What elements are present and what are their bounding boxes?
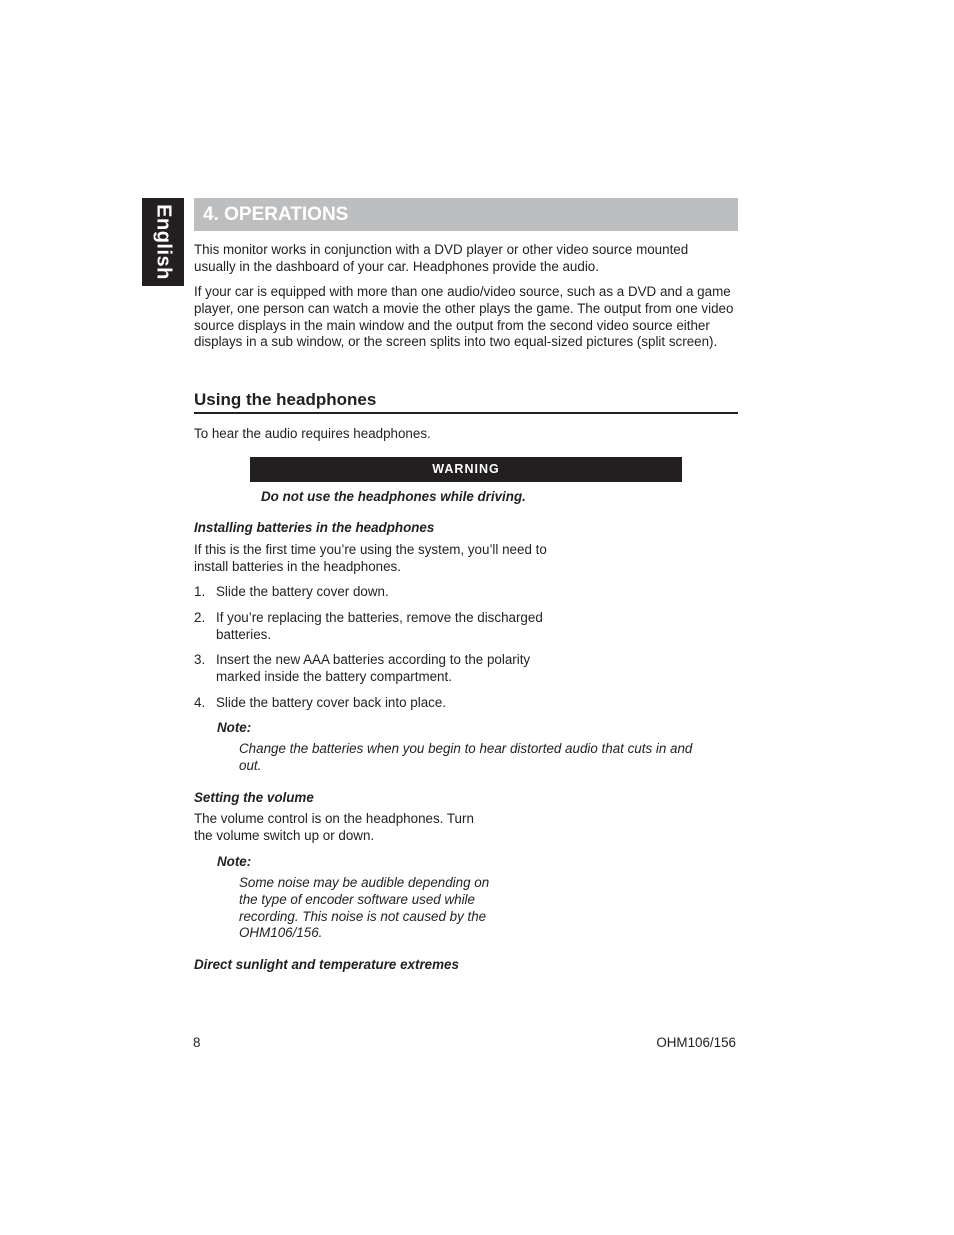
language-tab (142, 198, 184, 286)
list-item-text: Insert the new AAA batteries according to the polarity marked inside the battery compartment. (216, 652, 531, 684)
list-item-number: 4. (194, 695, 206, 710)
section-title: 4. OPERATIONS (203, 204, 349, 225)
section-header (194, 198, 738, 231)
volume-note-label: Note: (217, 854, 252, 869)
install-note-label: Note: (217, 720, 252, 735)
install-note-text: Change the batteries when you begin to hear distorted audio that cuts in and out. (239, 741, 693, 773)
intro-paragraph-1: This monitor works in conjunction with a DVD player or other video source mounted usually in the dashboard of your car. Headphones provide the audio. (194, 242, 689, 274)
warning-text: Do not use the headphones while driving. (261, 489, 526, 504)
volume-text: The volume control is on the headphones. Turn the volume switch up or down. (194, 811, 474, 843)
list-item-text: Slide the battery cover back into place. (216, 695, 447, 710)
install-heading: Installing batteries in the headphones (194, 520, 435, 535)
list-item-number: 3. (194, 652, 206, 667)
warning-banner (250, 457, 682, 482)
list-item-number: 1. (194, 584, 206, 599)
list-item-text: If you’re replacing the batteries, remove the discharged batteries. (216, 610, 543, 642)
headphones-intro: To hear the audio requires headphones. (194, 426, 431, 441)
language-tab-label: English (152, 204, 175, 280)
volume-heading: Setting the volume (194, 790, 314, 805)
subsection-title: Using the headphones (194, 390, 377, 409)
sunlight-heading: Direct sunlight and temperature extremes (194, 957, 459, 972)
install-intro: If this is the first time you’re using the system, you’ll need to install batteries in the headphones. (194, 542, 547, 574)
warning-label: WARNING (432, 462, 500, 476)
list-item-text: Slide the battery cover down. (216, 584, 389, 599)
intro-paragraph-2: If your car is equipped with more than one audio/video source, such as a DVD and a game player, one person can watch a movie the other plays the game. The output from one video source displays in the main window and the output from the second video source either displays in a sub window, or the screen splits into two equal-sized pictures (split screen). (194, 284, 734, 350)
volume-note-text: Some noise may be audible depending on the type of encoder software used while recording. This noise is not caused by the OHM106/156. (239, 875, 490, 941)
model-number: OHM106/156 (656, 1035, 736, 1050)
list-item-number: 2. (194, 610, 206, 625)
page-number: 8 (193, 1035, 201, 1050)
subsection-heading (194, 390, 738, 414)
